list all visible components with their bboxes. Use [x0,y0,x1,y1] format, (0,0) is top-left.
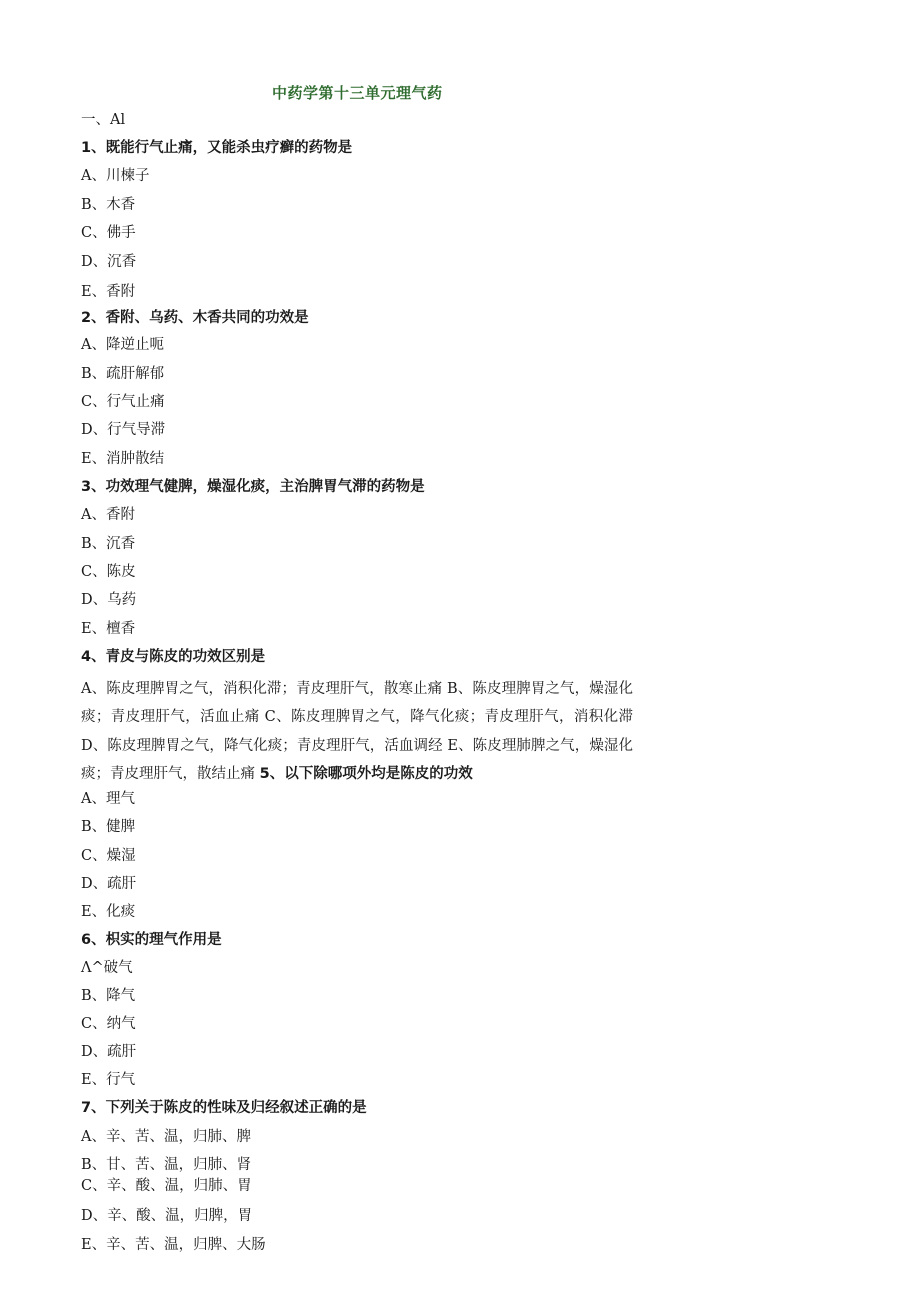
question-2-option-a: A、降逆止呃 [81,337,164,353]
question-1-option-e: E、香附 [81,284,136,300]
question-4-options-paragraph [81,675,633,788]
question-3-option-d: D、乌药 [81,592,137,608]
question-7-option-b: B、甘、苦、温，归肺、肾 [81,1157,252,1173]
question-3-option-e: E、檀香 [81,621,136,637]
question-2-option-c: C、行气止痛 [81,394,165,410]
question-5-option-c: C、燥湿 [81,848,136,864]
question-1-stem: 1、既能行气止痛，又能杀虫疗癣的药物是 [81,140,353,156]
question-1-option-c: C、佛手 [81,225,136,241]
question-6-option-a: Λ^破气 [81,960,133,976]
question-5-option-e: E、化痰 [81,904,136,920]
question-3-option-b: B、沉香 [81,536,136,552]
question-7-stem: 7、下列关于陈皮的性味及归经叙述正确的是 [81,1100,367,1116]
question-2-option-e: E、消肿散结 [81,451,165,467]
section-heading: 一、Al [81,112,126,128]
question-1-option-d: D、沉香 [81,254,137,270]
question-3-option-c: C、陈皮 [81,564,136,580]
question-7-option-a: A、辛、苦、温，归肺、脾 [81,1129,251,1145]
question-2-stem: 2、香附、乌药、木香共同的功效是 [81,310,309,326]
question-7-option-d: D、辛、酸、温，归脾，胃 [81,1208,253,1224]
question-6-option-d: D、疏肝 [81,1044,137,1060]
question-4-options-text: A、陈皮理脾胃之气，消积化滞；青皮理肝气，散寒止痛 B、陈皮理脾胃之气，燥湿化痰；青皮理肝气，活血止痛 C、陈皮理脾胃之气，降气化痰；青皮理肝气，消积化滞 D、陈皮理脾胃之气，降气化痰；青皮理肝气，活血调经 E、陈皮理肺脾之气，燥湿化痰；青皮理肝气，散结止痛 [81,681,633,782]
question-2-option-b: B、疏肝解郁 [81,366,165,382]
question-1-option-b: B、木香 [81,197,136,213]
question-5-stem: 5、以下除哪项外均是陈皮的功效 [259,765,473,782]
question-5-option-d: D、疏肝 [81,876,137,892]
question-6-option-e: E、行气 [81,1072,136,1088]
question-5-option-b: B、健脾 [81,819,136,835]
question-2-option-d: D、行气导滞 [81,422,166,438]
question-7-option-e: E、辛、苦、温，归脾、大肠 [81,1237,266,1253]
question-6-option-c: C、纳气 [81,1016,136,1032]
question-6-option-b: B、降气 [81,988,136,1004]
question-4-stem: 4、青皮与陈皮的功效区别是 [81,649,266,665]
question-1-option-a: A、川楝子 [81,168,150,184]
page-title: 中药学第十三单元理气药 [272,84,443,102]
question-5-option-a: A、理气 [81,791,135,807]
question-3-option-a: A、香附 [81,507,135,523]
question-3-stem: 3、功效理气健脾，燥湿化痰，主治脾胃气滞的药物是 [81,479,425,495]
question-6-stem: 6、枳实的理气作用是 [81,932,222,948]
question-7-option-c: C、辛、酸、温，归肺、胃 [81,1178,252,1194]
